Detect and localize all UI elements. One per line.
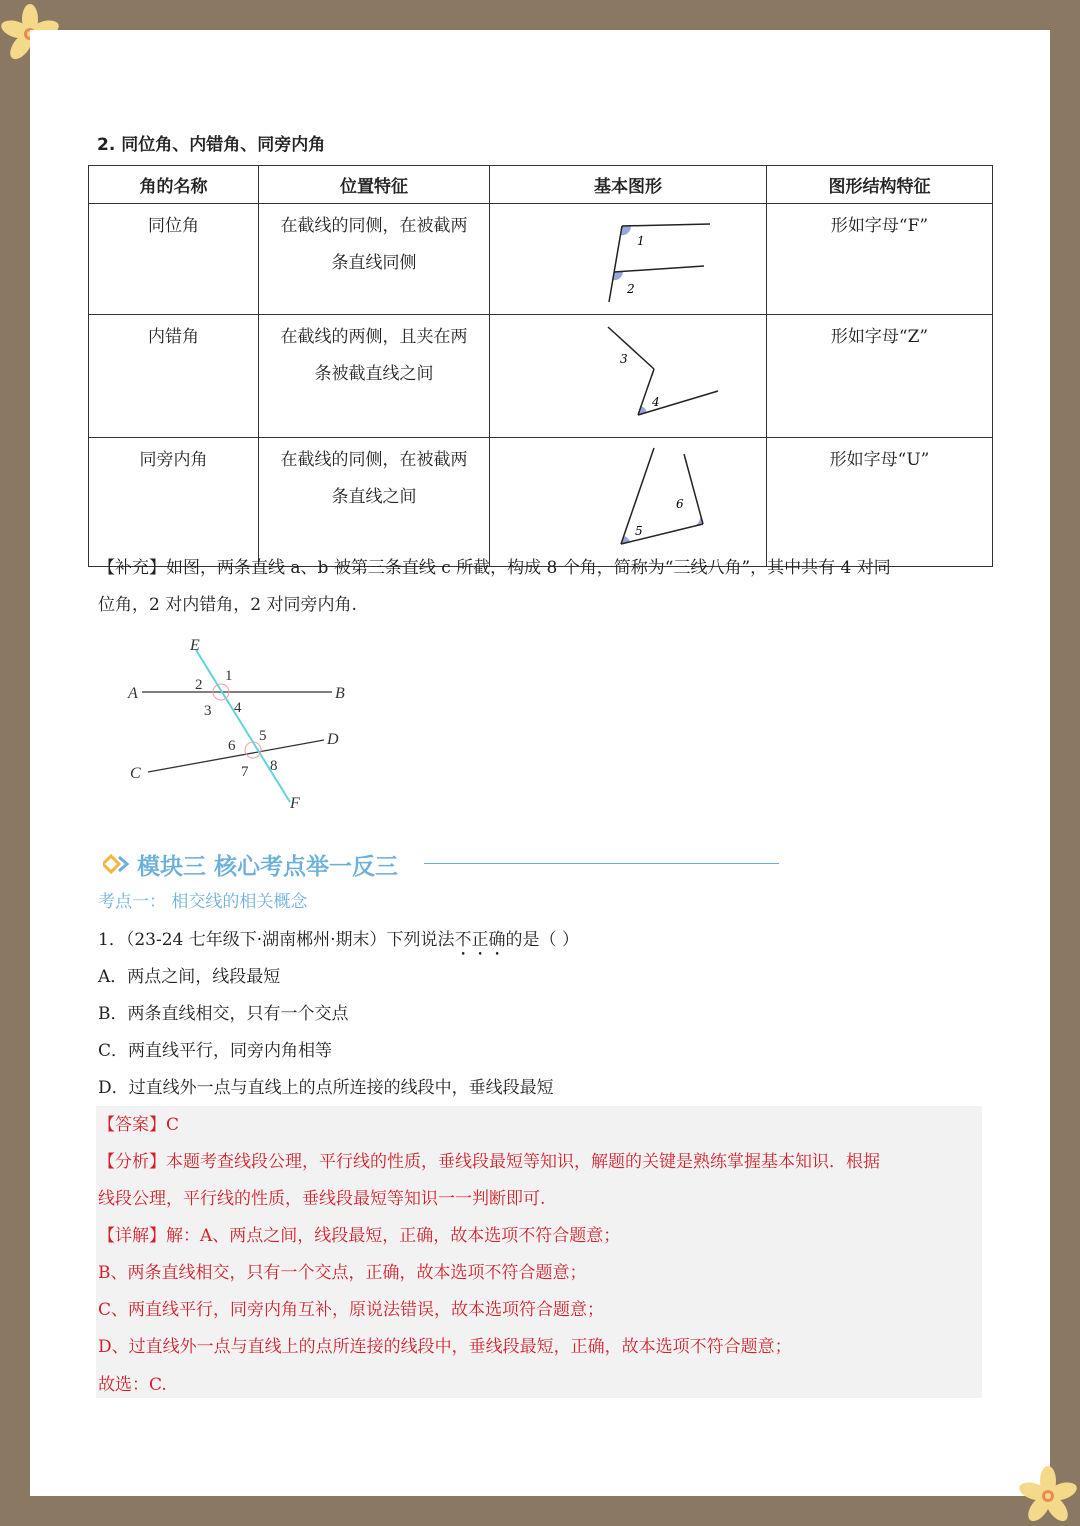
angle-label-5: 5: [635, 524, 643, 538]
detail-line-2: B、两条直线相交，只有一个交点，正确，故本选项不符合题意；: [98, 1263, 587, 1283]
corresponding-angles-figure: [528, 210, 728, 310]
point-label-a: A: [128, 685, 138, 702]
row-structure: 形如字母“F”: [767, 204, 993, 315]
question-stem-pre: 1．（23-24 七年级下·湖南郴州·期末）下列说法: [98, 930, 455, 950]
angle-label-4: 4: [652, 395, 660, 409]
header-basic-figure: 基本图形: [490, 166, 767, 204]
angle-label-3: 3: [620, 352, 628, 366]
question-stem: [98, 925, 579, 960]
point-label-f: F: [290, 795, 300, 812]
angle-label-2: 2: [627, 282, 635, 296]
angle-label-6: 6: [676, 497, 684, 511]
angle-number-4: 4: [234, 700, 242, 716]
row-position-line2: 条直线之间: [331, 487, 417, 507]
row-position-line1: 在截线的两侧，且夹在两: [280, 327, 468, 347]
section-title: 2. 同位角、内错角、同旁内角: [97, 135, 326, 155]
row-position: [259, 204, 490, 315]
point-label-e: E: [190, 637, 200, 654]
row-name: 同旁内角: [89, 438, 259, 567]
angle-number-5: 5: [259, 728, 267, 744]
header-angle-name: 角的名称: [89, 166, 259, 204]
angle-label-1: 1: [637, 234, 645, 248]
point-label-d: D: [327, 731, 339, 748]
row-position-line1: 在截线的同侧，在被截两: [280, 450, 468, 470]
table-row: [89, 438, 993, 567]
row-position: [259, 438, 490, 567]
answer-line: 【答案】C: [98, 1115, 180, 1135]
option-c: C．两直线平行，同旁内角相等: [98, 1041, 333, 1061]
row-position-line1: 在截线的同侧，在被截两: [280, 216, 468, 236]
row-figure-corresponding: [490, 204, 767, 315]
analysis-line-1: 【分析】本题考查线段公理，平行线的性质，垂线段最短等知识，解题的关键是熟练掌握基本知识．根据: [98, 1152, 880, 1172]
question-stem-post: 的是（ ）: [505, 930, 579, 950]
three-lines-eight-angles-figure: [120, 630, 360, 815]
angle-number-3: 3: [204, 703, 212, 719]
diamond-chevron-icon: [103, 852, 133, 876]
row-figure-consecutive: [490, 438, 767, 567]
alternate-angles-figure: [528, 319, 728, 423]
angle-number-1: 1: [225, 668, 233, 684]
detail-line-3: C、两直线平行，同旁内角互补，原说法错误，故本选项符合题意；: [98, 1300, 605, 1320]
angles-table: [88, 165, 993, 567]
row-structure: 形如字母“U”: [767, 438, 993, 567]
detail-line-4: D、过直线外一点与直线上的点所连接的线段中，垂线段最短，正确，故本选项不符合题意；: [98, 1337, 792, 1357]
row-name: 同位角: [89, 204, 259, 315]
detail-line-5: 故选：C.: [98, 1375, 167, 1395]
option-a: A．两点之间，线段最短: [98, 967, 281, 987]
question-stem-emphasis: 不正确: [454, 930, 506, 950]
analysis-line-2: 线段公理，平行线的性质，垂线段最短等知识一一判断即可.: [98, 1189, 546, 1209]
module-title: 模块三 核心考点举一反三: [137, 854, 399, 880]
point-label-b: B: [335, 685, 345, 702]
table-row: [89, 315, 993, 438]
option-b: B．两条直线相交，只有一个交点: [98, 1004, 349, 1024]
consecutive-interior-angles-figure: [528, 442, 728, 552]
angle-number-8: 8: [270, 758, 278, 774]
supplement-line-2: 位角，2 对内错角，2 对同旁内角.: [98, 595, 357, 615]
module-divider: [424, 863, 779, 864]
row-position: [259, 315, 490, 438]
point-label-c: C: [130, 765, 141, 782]
row-figure-alternate: [490, 315, 767, 438]
table-row: [89, 204, 993, 315]
option-d: D．过直线外一点与直线上的点所连接的线段中，垂线段最短: [98, 1078, 554, 1098]
angle-number-2: 2: [195, 677, 203, 693]
row-position-line2: 条被截直线之间: [314, 364, 434, 384]
row-name: 内错角: [89, 315, 259, 438]
angle-number-7: 7: [241, 764, 249, 780]
header-position: 位置特征: [259, 166, 490, 204]
table-header-row: [89, 166, 993, 204]
flower-decoration-bottom-right-icon: [1016, 1464, 1080, 1526]
row-position-line2: 条直线同侧: [331, 253, 417, 273]
header-structure: 图形结构特征: [767, 166, 993, 204]
row-structure: 形如字母“Z”: [767, 315, 993, 438]
angle-number-6: 6: [228, 738, 236, 754]
supplement-line-1: 【补充】如图，两条直线 a、b 被第三条直线 c 所截，构成 8 个角，简称为“三线八角”，其中共有 4 对同: [98, 558, 891, 578]
detail-line-1: 【详解】解：A、两点之间，线段最短，正确，故本选项不符合题意；: [98, 1226, 621, 1246]
exam-point-heading: 考点一： 相交线的相关概念: [98, 892, 308, 912]
